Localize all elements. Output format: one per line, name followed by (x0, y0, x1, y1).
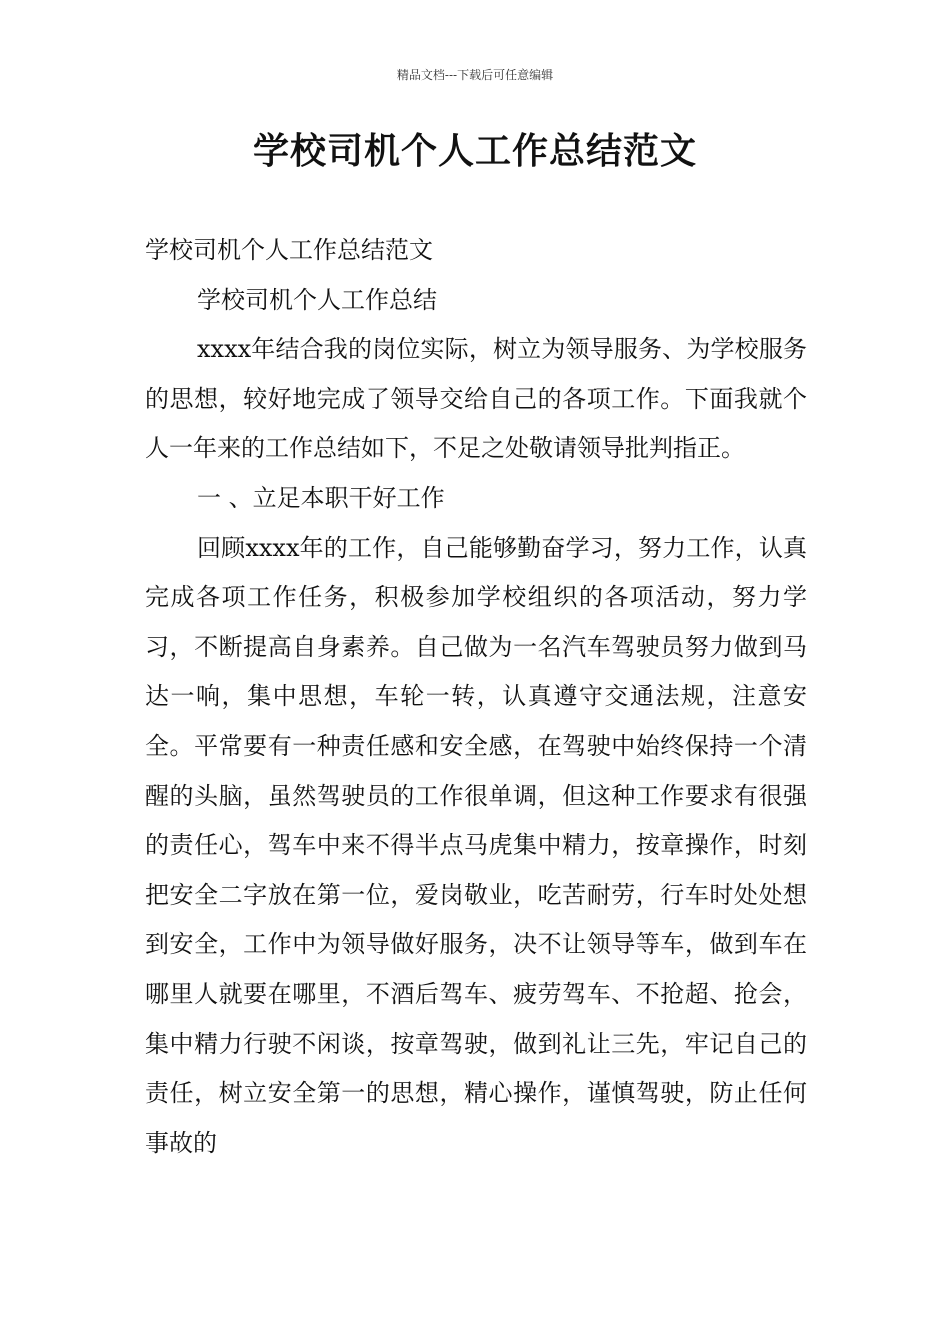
section-heading-1: 一 、立足本职干好工作 (197, 483, 445, 512)
document-title: 学校司机个人工作总结范文 (252, 131, 697, 172)
paragraph-body: 回顾xxxx年的工作，自己能够勤奋学习，努力工作，认真完成各项工作任务，积极参加学校组织的各项活动，努力学习，不断提高自身素养。自己做为一名汽车驾驶员努力做到马达一响，集中思想，车轮一转，认真遵守交通法规，注意安全。平常要有一种责任感和安全感，在驾驶中始终保持一个清醒的头脑，虽然驾驶员的工作很单调，但这种工作要求有很强的责任心，驾车中来不得半点马虎集中精力，按章操作，时刻把安全二字放在第一位，爱岗敬业，吃苦耐劳，行车时处处想到安全，工作中为领导做好服务，决不让领导等车，做到车在哪里人就要在哪里，不酒后驾车、疲劳驾车、不抢超、抢会，集中精力行驶不闲谈，按章驾驶，做到礼让三先，牢记自己的责任，树立安全第一的思想，精心操作，谨慎驾驶，防止任何事故的 (145, 533, 807, 1157)
paragraph-heading: 学校司机个人工作总结范文 (145, 236, 433, 264)
document-body (145, 226, 807, 1168)
paragraph-subtitle: 学校司机个人工作总结 (197, 285, 437, 314)
paragraph-intro: xxxx年结合我的岗位实际，树立为领导服务、为学校服务的思想，较好地完成了领导交给自己的各项工作。下面我就个人一年来的工作总结如下，不足之处敬请领导批判指正。 (145, 335, 807, 463)
header-note: 精品文档---下载后可任意编辑 (396, 68, 554, 82)
